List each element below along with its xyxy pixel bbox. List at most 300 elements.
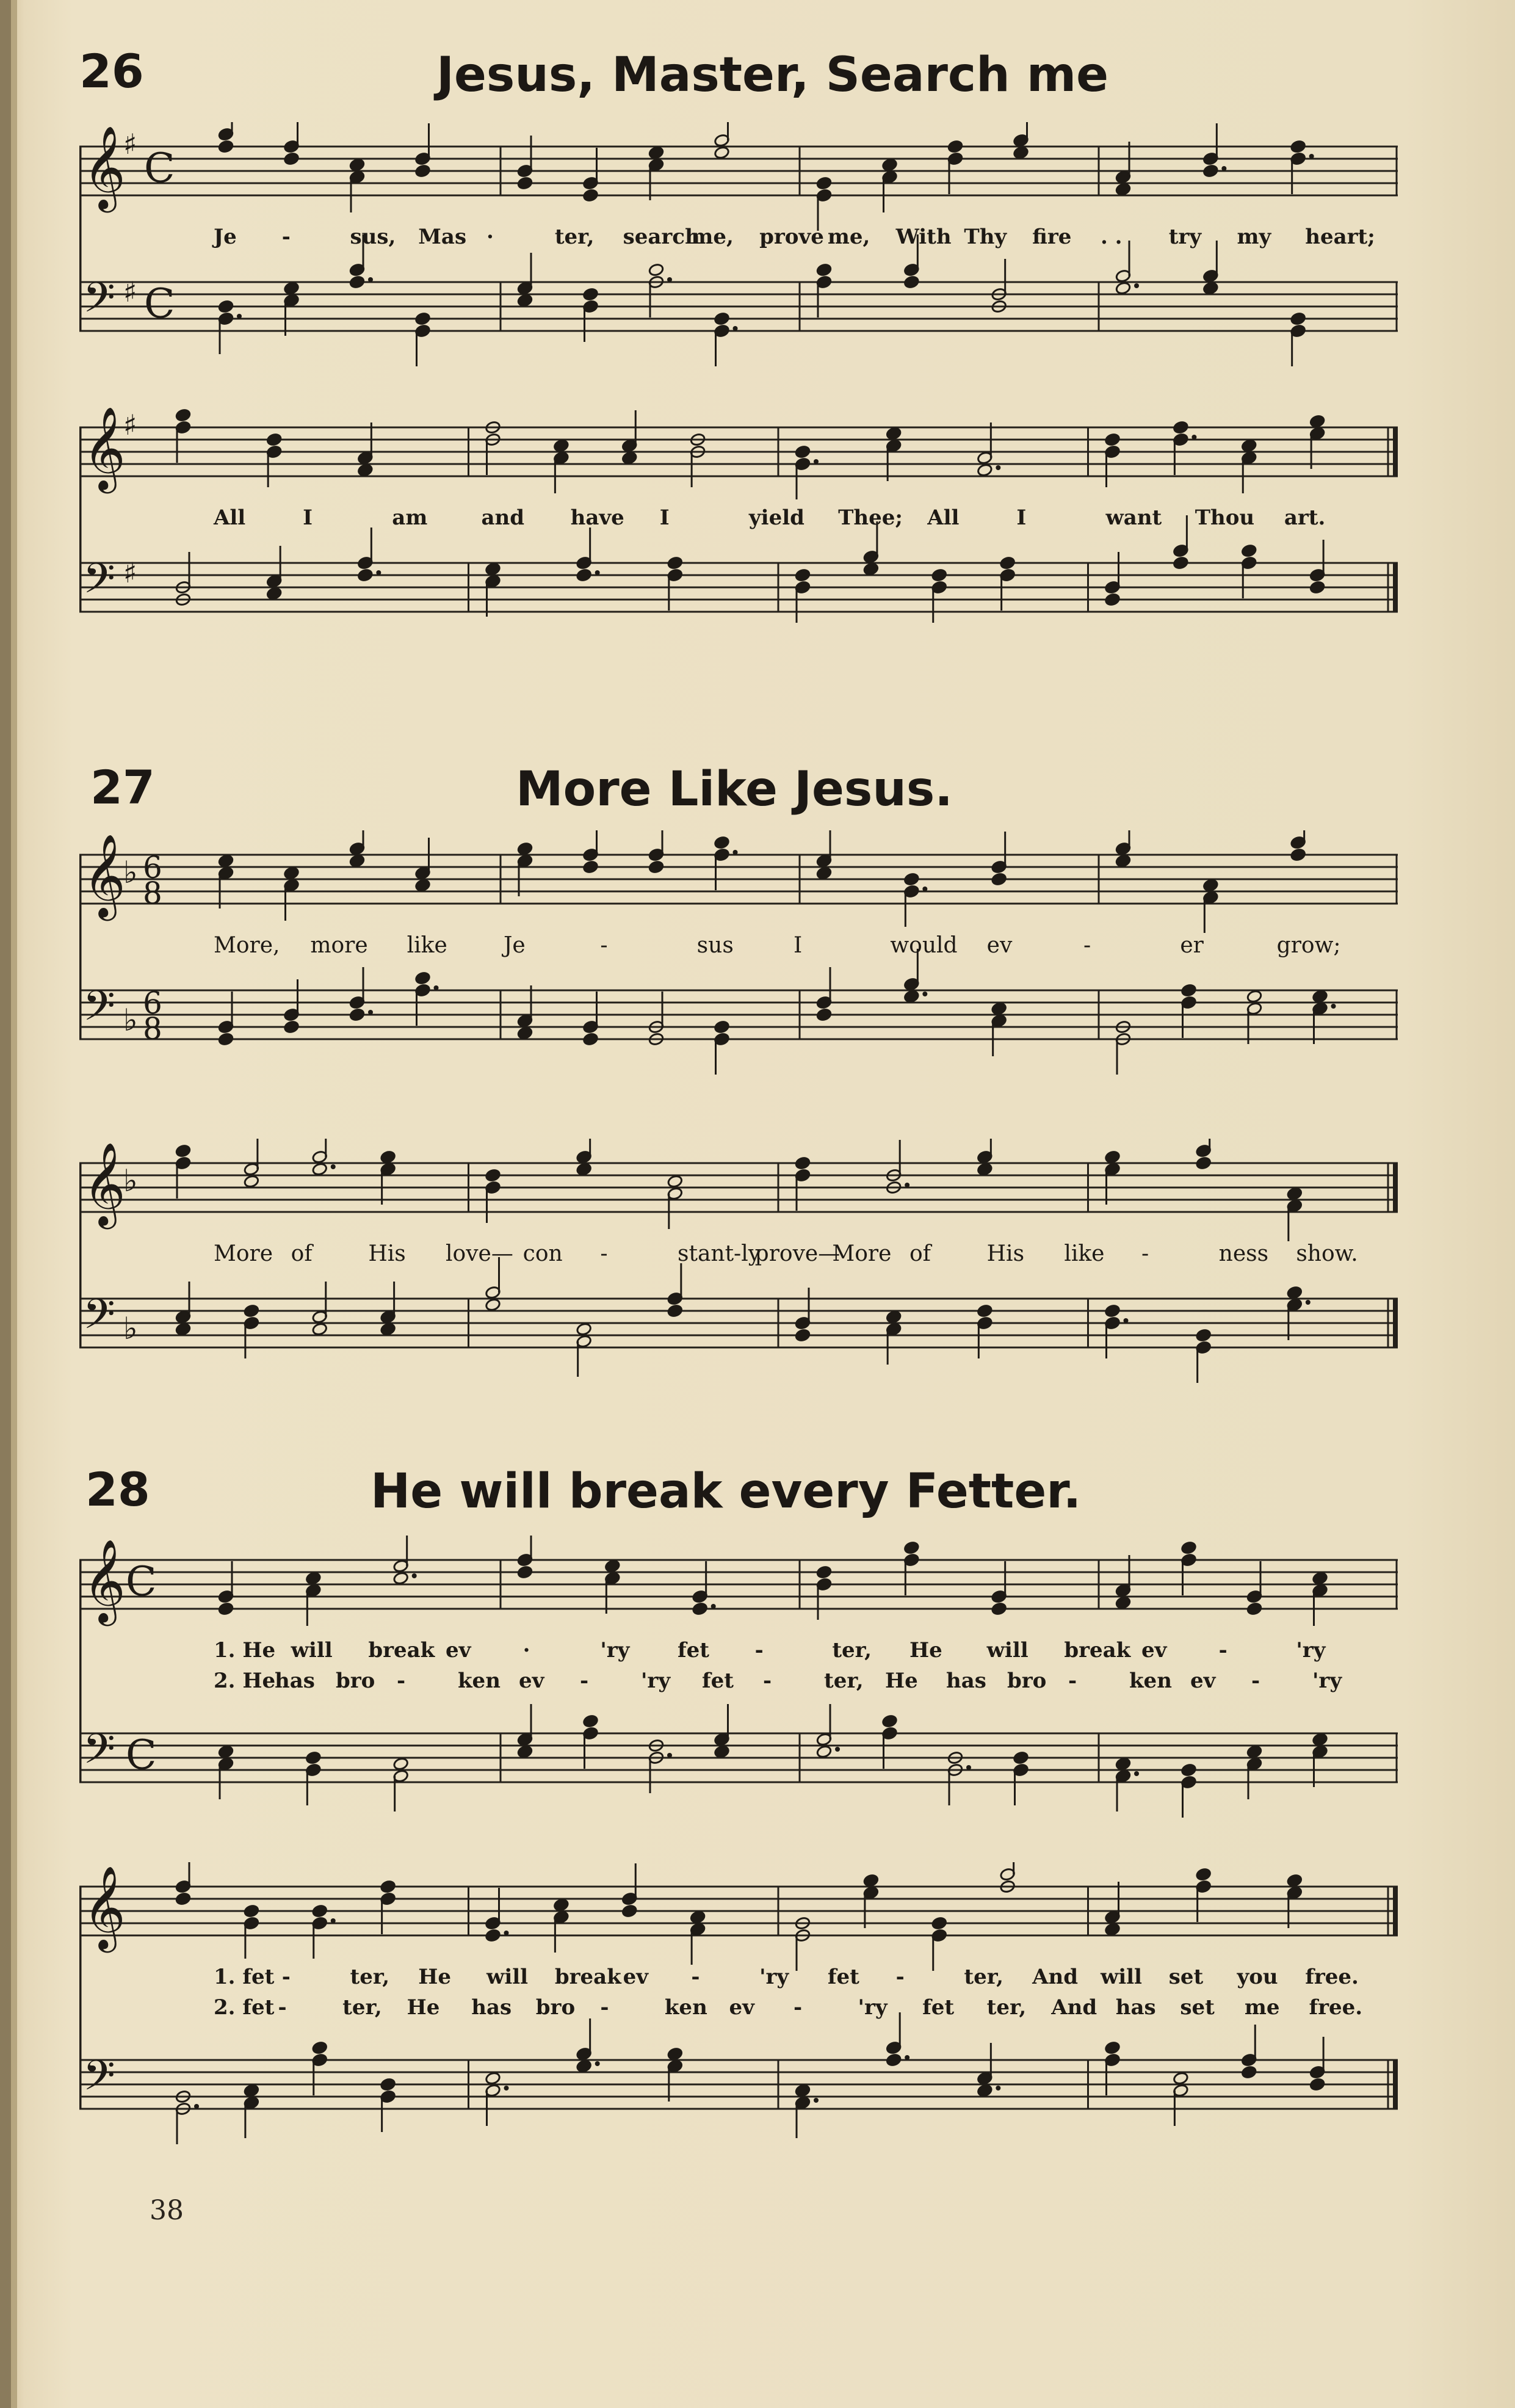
note-head <box>1115 183 1131 197</box>
note-head <box>485 1298 501 1312</box>
note-head <box>1290 312 1306 326</box>
note-head <box>380 1880 396 1894</box>
note-head <box>283 1020 299 1034</box>
note-head <box>393 1757 409 1771</box>
lyric-syllable: And <box>1051 1995 1097 2020</box>
lyric-syllable: prove <box>759 225 824 249</box>
note-head <box>312 1162 328 1177</box>
lyric-syllable: - <box>600 1995 609 2020</box>
note-head <box>991 872 1007 887</box>
lyric-syllable: - <box>281 1965 291 1989</box>
lyric-syllable: - <box>1251 1669 1260 1693</box>
note-head <box>305 1751 321 1765</box>
note-head <box>714 1020 729 1034</box>
lyric-syllable: He <box>885 1669 918 1693</box>
lyric-syllable: ken <box>664 1995 707 2020</box>
bass-clef-icon: 𝄢 <box>83 1291 115 1349</box>
note-head <box>305 1572 321 1586</box>
note-head <box>795 1156 811 1170</box>
note-head <box>218 300 234 314</box>
lyric-syllable: ev <box>729 1995 754 2020</box>
staff <box>79 830 1398 933</box>
note-head <box>414 971 430 985</box>
lyric-syllable: art. <box>1284 506 1326 530</box>
note-head <box>582 288 598 302</box>
note-head <box>414 312 430 326</box>
note-head <box>648 146 664 160</box>
music-system <box>79 1862 1398 2145</box>
note-head <box>349 158 365 172</box>
lyric-syllable: has <box>275 1669 315 1693</box>
note-head <box>349 854 365 868</box>
note-head <box>582 1032 598 1046</box>
lyric-syllable: - <box>1083 933 1091 958</box>
lyric-syllable: has <box>946 1669 986 1693</box>
note-head <box>553 439 569 453</box>
note-head <box>816 1565 832 1579</box>
lyric-syllable: will <box>1100 1965 1142 1989</box>
lyric-syllable: I <box>303 506 313 530</box>
hymn-title: More Like Jesus. <box>516 762 953 817</box>
note-head <box>414 879 430 893</box>
note-head <box>863 562 879 576</box>
note-head <box>576 568 592 582</box>
lyric-line <box>79 933 1398 963</box>
lyric-syllable: like <box>407 933 447 958</box>
note-head <box>1287 1187 1303 1201</box>
common-time-icon: C <box>144 145 175 192</box>
note-head <box>886 1310 902 1324</box>
lyric-syllable: - <box>397 1669 406 1693</box>
lyric-syllable: you <box>1237 1965 1278 1989</box>
note-head <box>1312 1733 1328 1747</box>
lyric-syllable: - <box>794 1995 803 2020</box>
staff <box>79 1257 1398 1383</box>
lyric-syllable: ev <box>623 1965 648 1989</box>
lyric-syllable: set <box>1168 1965 1204 1989</box>
note-head <box>1104 2041 1120 2055</box>
note-head <box>517 842 533 856</box>
lyric-line <box>79 506 1398 536</box>
time-signature-top: 6 <box>143 985 162 1021</box>
note-head <box>816 866 832 880</box>
music-system <box>79 1536 1398 1819</box>
lyric-syllable: · <box>486 225 494 249</box>
note-head <box>886 427 902 441</box>
lyric-syllable: fet <box>827 1965 859 1989</box>
sharp-icon: ♯ <box>123 408 137 441</box>
lyric-syllable: He <box>407 1995 440 2020</box>
lyric-syllable: All <box>927 506 960 530</box>
lyric-syllable: 2. fet <box>214 1995 275 2020</box>
lyric-syllable: will <box>486 1965 529 1989</box>
common-time-icon: C <box>126 1558 157 1605</box>
lyric-syllable: - <box>1141 1241 1149 1266</box>
note-head <box>1241 439 1257 453</box>
lyric-syllable: more <box>310 933 368 958</box>
note-head <box>1104 1923 1120 1937</box>
note-head <box>1309 581 1325 595</box>
note-head <box>816 263 832 277</box>
lyric-syllable: of <box>291 1241 313 1266</box>
note-head <box>714 312 729 326</box>
note-head <box>931 1917 947 1931</box>
lyric-line <box>79 1638 1398 1669</box>
lyric-syllable: - <box>691 1965 700 1989</box>
music-system <box>79 403 1398 648</box>
lyric-syllable: free. <box>1309 1995 1363 2020</box>
lyric-syllable: Mas <box>418 225 467 249</box>
note-head <box>903 872 919 887</box>
lyric-syllable: . . <box>1100 225 1123 249</box>
note-head <box>1173 556 1188 570</box>
lyric-syllable: ter, <box>986 1995 1027 2020</box>
note-head <box>1312 990 1328 1004</box>
lyric-syllable: con <box>522 1241 563 1266</box>
note-head <box>714 146 729 160</box>
treble-clef-icon: 𝄞 <box>83 125 126 209</box>
note-head <box>947 140 963 154</box>
note-head <box>886 2053 902 2067</box>
note-head <box>357 568 373 582</box>
sharp-icon: ♯ <box>123 275 137 308</box>
note-head <box>991 1002 1007 1016</box>
note-head <box>380 1150 396 1164</box>
lyric-syllable: I <box>659 506 670 530</box>
note-head <box>816 176 832 190</box>
bass-clef-icon: 𝄢 <box>83 274 115 332</box>
lyric-syllable: He <box>909 1638 942 1663</box>
lyric-syllable: break <box>554 1965 621 1989</box>
note-head <box>1241 2065 1257 2080</box>
note-head <box>1287 1286 1303 1300</box>
note-head <box>881 1714 897 1728</box>
flat-icon: ♭ <box>123 1003 138 1038</box>
note-head <box>1181 984 1196 998</box>
lyric-syllable: His <box>986 1241 1025 1266</box>
lyric-syllable: ter, <box>832 1638 872 1663</box>
lyric-syllable: ev <box>1141 1638 1167 1663</box>
note-head <box>604 1559 620 1573</box>
note-head <box>1312 1572 1328 1586</box>
staff <box>79 1862 1398 1971</box>
note-head <box>380 2078 396 2092</box>
note-head <box>667 1304 683 1318</box>
note-head <box>517 1026 533 1040</box>
note-head <box>795 445 811 459</box>
note-head <box>1013 1751 1029 1765</box>
note-head <box>903 990 919 1004</box>
note-head <box>485 2072 501 2086</box>
lyric-line <box>79 1965 1398 1995</box>
note-head <box>1104 1304 1120 1318</box>
treble-clef-icon: 𝄞 <box>83 1141 126 1225</box>
note-head <box>1202 281 1218 296</box>
note-head <box>977 1304 993 1318</box>
note-head <box>175 1144 191 1158</box>
lyric-syllable: heart; <box>1305 225 1375 249</box>
lyric-syllable: bro <box>336 1669 375 1693</box>
note-head <box>517 176 533 190</box>
note-head <box>991 1602 1007 1616</box>
note-head <box>266 587 282 601</box>
lyric-syllable: - <box>763 1669 772 1693</box>
lyric-syllable: set <box>1180 1995 1215 2020</box>
note-head <box>1115 1757 1131 1771</box>
time-signature-bottom: 8 <box>143 876 162 911</box>
note-head <box>667 556 683 570</box>
note-head <box>1104 433 1120 447</box>
lyric-syllable: has <box>471 1995 512 2020</box>
note-head <box>218 854 234 868</box>
note-head <box>714 1745 729 1759</box>
lyric-syllable: ken <box>1129 1669 1172 1693</box>
note-head <box>977 2084 993 2098</box>
hymn-number: 27 <box>90 760 155 814</box>
lyric-syllable: me, <box>827 225 870 249</box>
hymn-title: Jesus, Master, Search me <box>436 48 1109 103</box>
note-head <box>1246 1745 1262 1759</box>
bass-clef-icon: 𝄢 <box>83 982 115 1040</box>
time-signature-bottom: 8 <box>143 1011 162 1046</box>
note-head <box>266 433 282 447</box>
note-head <box>576 1322 592 1336</box>
lyric-syllable: - <box>281 225 291 249</box>
page-number: 38 <box>150 2195 184 2226</box>
lyric-syllable: break <box>1064 1638 1131 1663</box>
lyric-syllable: And <box>1032 1965 1079 1989</box>
note-head <box>1104 1150 1120 1164</box>
lyric-syllable: - <box>1218 1638 1228 1663</box>
lyric-syllable: like <box>1064 1241 1105 1266</box>
lyric-syllable: 1. fet <box>214 1965 275 1989</box>
lyric-syllable: fet <box>702 1669 734 1693</box>
note-head <box>582 189 598 203</box>
note-head <box>795 2084 811 2098</box>
staff <box>79 405 1398 499</box>
note-head <box>244 1304 259 1318</box>
lyric-syllable: 2. He <box>214 1669 276 1693</box>
lyric-syllable: bro <box>535 1995 576 2020</box>
lyric-syllable: have <box>570 506 624 530</box>
lyric-syllable: show. <box>1296 1241 1358 1266</box>
lyric-syllable: fire <box>1032 225 1072 249</box>
note-head <box>1246 990 1262 1004</box>
note-head <box>1000 556 1016 570</box>
sharp-icon: ♯ <box>123 556 137 589</box>
lyric-syllable: I <box>794 933 803 958</box>
note-head <box>485 1169 501 1183</box>
note-head <box>244 1175 259 1189</box>
note-head <box>714 836 729 850</box>
note-head <box>1202 164 1218 178</box>
note-head <box>863 1874 879 1888</box>
lyric-syllable: 'ry <box>641 1669 671 1693</box>
lyric-syllable: - <box>580 1669 589 1693</box>
lyric-syllable: try <box>1168 225 1202 249</box>
lyric-syllable: - <box>754 1638 764 1663</box>
note-head <box>244 1904 259 1918</box>
lyric-line <box>79 1241 1398 1272</box>
note-head <box>485 562 501 576</box>
staff <box>79 1139 1398 1241</box>
note-head <box>1181 1541 1196 1555</box>
common-time-icon: C <box>126 1732 157 1779</box>
lyric-syllable: will <box>291 1638 333 1663</box>
lyric-syllable: has <box>1115 1995 1156 2020</box>
lyric-syllable: 'ry <box>1312 1669 1342 1693</box>
lyric-syllable: 'ry <box>858 1995 888 2020</box>
music-system <box>79 830 1398 1076</box>
lyric-syllable: ev <box>519 1669 544 1693</box>
note-head <box>283 281 299 296</box>
note-head <box>931 568 947 582</box>
lyric-syllable: 'ry <box>600 1638 630 1663</box>
note-head <box>312 1904 328 1918</box>
lyric-syllable: More <box>832 1241 892 1266</box>
note-head <box>1196 1868 1212 1882</box>
note-head <box>977 1162 993 1177</box>
note-head <box>1309 415 1325 429</box>
lyric-syllable: ter, <box>964 1965 1004 1989</box>
note-head <box>1115 854 1131 868</box>
bass-clef-icon: 𝄢 <box>83 2052 115 2110</box>
note-head <box>621 1904 637 1918</box>
note-head <box>553 1898 569 1912</box>
note-head <box>690 1910 706 1924</box>
treble-clef-icon: 𝄞 <box>83 1538 126 1622</box>
note-head <box>1287 1874 1303 1888</box>
lyric-syllable: All <box>214 506 246 530</box>
lyric-syllable: want <box>1105 506 1162 530</box>
lyric-syllable: yield <box>748 506 805 530</box>
book-spine-shadow <box>0 0 11 2408</box>
staff <box>79 122 1398 231</box>
sharp-icon: ♯ <box>123 128 137 161</box>
note-head <box>1290 140 1306 154</box>
lyric-syllable: Thou <box>1195 506 1255 530</box>
note-head <box>576 1162 592 1177</box>
note-head <box>1290 848 1306 862</box>
lyric-syllable: ter, <box>824 1669 864 1693</box>
lyric-syllable: break <box>368 1638 435 1663</box>
treble-clef-icon: 𝄞 <box>83 405 126 490</box>
note-head <box>393 1572 409 1586</box>
lyric-syllable: would <box>890 933 958 958</box>
lyric-syllable: fet <box>678 1638 709 1663</box>
lyric-syllable: ev <box>446 1638 471 1663</box>
lyric-syllable: His <box>368 1241 406 1266</box>
lyric-syllable: I <box>1016 506 1027 530</box>
note-head <box>1104 593 1120 607</box>
lyric-syllable: ter, <box>342 1995 382 2020</box>
bass-clef-icon: 𝄢 <box>83 1725 115 1783</box>
note-head <box>1181 1763 1196 1777</box>
note-head <box>1241 544 1257 558</box>
note-head <box>1013 146 1029 160</box>
lyric-syllable: - <box>278 1995 287 2020</box>
lyric-syllable: bro <box>1007 1669 1047 1693</box>
note-head <box>218 1032 234 1046</box>
lyric-syllable: - <box>600 933 608 958</box>
book-spine-edge <box>11 0 17 2408</box>
note-head <box>244 2084 259 2098</box>
lyric-syllable: free. <box>1305 1965 1359 1989</box>
note-head <box>517 1565 533 1579</box>
lyric-syllable: 'ry <box>759 1965 789 1989</box>
note-head <box>795 1329 811 1343</box>
lyric-syllable: - <box>1068 1669 1077 1693</box>
note-head <box>485 1929 501 1943</box>
music-system <box>79 1139 1398 1384</box>
bass-clef-icon: 𝄢 <box>83 555 115 613</box>
note-head <box>175 1892 191 1906</box>
flat-icon: ♭ <box>123 1163 138 1199</box>
note-head <box>667 2047 683 2061</box>
flat-icon: ♭ <box>123 855 138 890</box>
lyric-syllable: ness <box>1218 1241 1269 1266</box>
lyric-syllable: 1. He <box>214 1638 276 1663</box>
note-head <box>175 408 191 422</box>
note-head <box>621 451 637 465</box>
lyric-syllable: er <box>1180 933 1204 958</box>
note-head <box>692 1602 708 1616</box>
note-head <box>1196 1329 1212 1343</box>
note-head <box>582 1714 598 1728</box>
treble-clef-icon: 𝄞 <box>83 1865 126 1949</box>
lyric-syllable: With <box>895 225 952 249</box>
hymn-number: 28 <box>85 1462 150 1517</box>
lyric-syllable: ter, <box>350 1965 390 1989</box>
lyric-syllable: my <box>1237 225 1271 249</box>
note-head <box>977 463 993 477</box>
lyric-syllable: Je <box>504 933 526 958</box>
lyric-line <box>79 1669 1398 1699</box>
lyric-syllable: am <box>392 506 428 530</box>
lyric-syllable: Je <box>214 225 237 249</box>
note-head <box>357 463 373 477</box>
note-head <box>218 1602 234 1616</box>
note-head <box>283 152 299 166</box>
lyric-syllable: ken <box>458 1669 501 1693</box>
note-head <box>667 1175 683 1189</box>
music-system <box>79 122 1398 368</box>
note-head <box>380 1322 396 1336</box>
note-head <box>517 294 533 308</box>
note-head <box>903 275 919 289</box>
note-head <box>582 860 598 874</box>
note-head <box>414 164 430 178</box>
lyric-line <box>79 1995 1398 2026</box>
lyric-syllable: · <box>522 1638 530 1663</box>
lyric-syllable: More <box>214 1241 273 1266</box>
lyric-syllable: Thy <box>964 225 1007 249</box>
lyric-syllable: ter, <box>554 225 595 249</box>
lyric-syllable: me <box>1244 1995 1280 2020</box>
note-head <box>881 158 897 172</box>
lyric-syllable: me, <box>691 225 734 249</box>
note-head <box>816 1008 832 1022</box>
lyric-syllable: love— <box>446 1241 513 1266</box>
staff <box>79 2012 1398 2144</box>
note-head <box>795 568 811 582</box>
note-head <box>349 1008 365 1022</box>
lyric-syllable: sus, <box>350 225 396 249</box>
note-head <box>349 275 365 289</box>
note-head <box>1246 1602 1262 1616</box>
note-head <box>576 2059 592 2073</box>
lyric-syllable: will <box>986 1638 1029 1663</box>
